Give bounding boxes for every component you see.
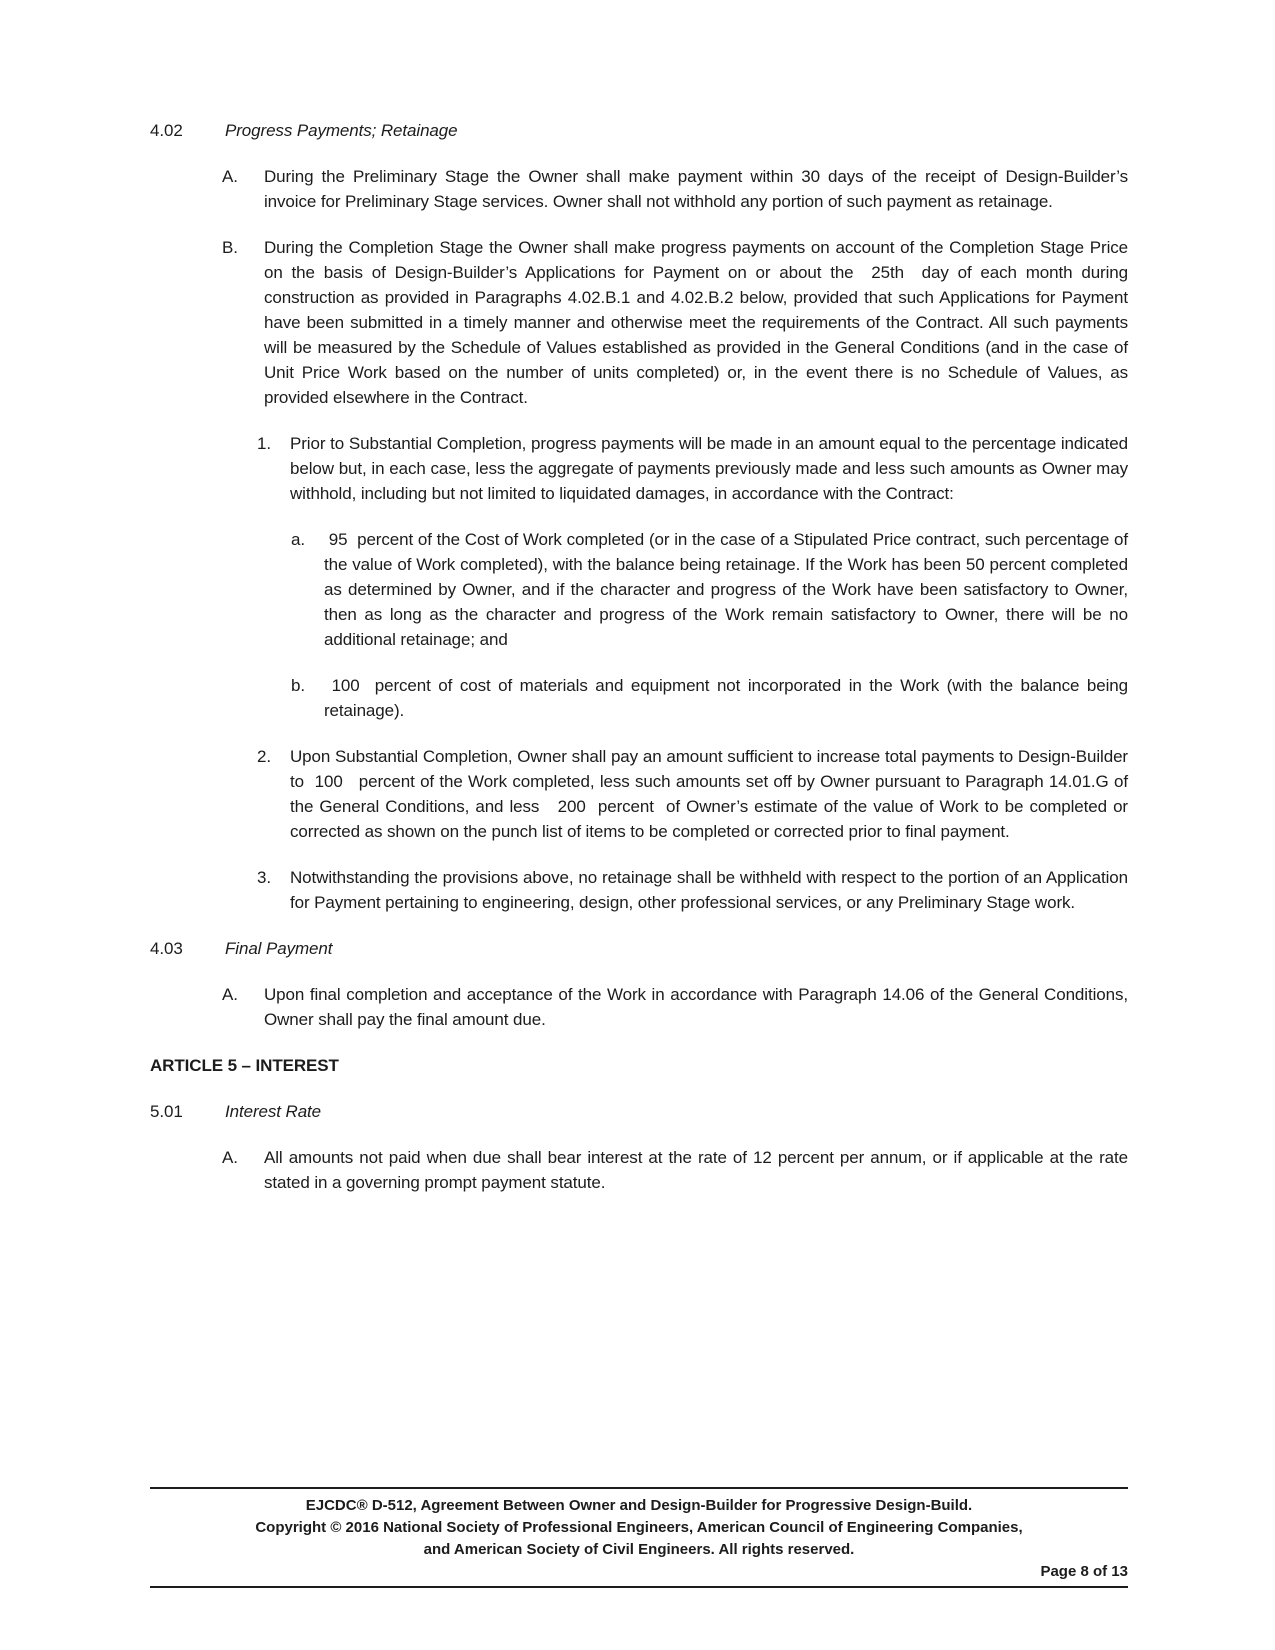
footer-bottom-rule [150,1586,1128,1588]
section-title: Interest Rate [225,1102,322,1121]
section-heading-5-01 [150,1099,1128,1124]
paragraph-4-02-B [150,235,1133,410]
paragraph-label: b. [291,676,305,695]
paragraph-4-02-B-1-a [150,527,1133,652]
footer-top-rule [150,1487,1128,1489]
paragraph-text: Notwithstanding the provisions above, no retainage shall be withheld with respect to the portion of an Application for Payment pertaining to engineering, design, other professional services, or any Preliminary Stage work. [290,868,1133,912]
paragraph-text: Prior to Substantial Completion, progress payments will be made in an amount equal to the percentage indicated below but, in each case, less the aggregate of payments previously made and less such amounts as Owner may withhold, including but not limited to liquidated damages, in accordance with the Contract: [290,434,1133,503]
paragraph-label: A. [222,985,238,1004]
paragraph-label: 2. [257,747,271,766]
section-number: 4.03 [150,939,183,958]
footer-copyright-line: Copyright © 2016 National Society of Professional Engineers, American Council of Engineering Companies, [255,1519,1023,1536]
paragraph-label: B. [222,238,238,257]
paragraph-label: 3. [257,868,271,887]
paragraph-text: 95 percent of the Cost of Work completed (or in the case of a Stipulated Price contract, such percentage of the value of Work completed), with the balance being retainage. If the Work has been 50 percent completed as determined by Owner, and if the character and progress of the Work have been satisfactory to Owner, then as long as the character and progress of the Work remain satisfactory to Owner, there will be no additional retainage; and [324,530,1133,649]
section-title: Progress Payments; Retainage [225,121,458,140]
paragraph-text: Upon Substantial Completion, Owner shall pay an amount sufficient to increase total payments to Design-Builder to 100 percent of the Work completed, less such amounts set off by Owner pursuant to Paragraph 14.01.G of the General Conditions, and less 200 percent of Owner’s estimate of the value of Work to be completed or corrected as shown on the punch list of items to be completed or corrected prior to final payment. [290,747,1133,841]
document-body [150,118,1133,1216]
page-footer [150,1487,1128,1588]
paragraph-4-03-A [150,982,1133,1032]
footer-document-title: EJCDC® D-512, Agreement Between Owner and Design-Builder for Progressive Design-Build. [305,1497,973,1514]
page-number: Page 8 of 13 [1040,1563,1128,1580]
section-title: Final Payment [225,939,333,958]
paragraph-4-02-B-1 [150,431,1133,506]
paragraph-4-02-B-1-b [150,673,1133,723]
paragraph-4-02-B-3 [150,865,1133,915]
section-heading-4-03 [150,936,1128,961]
footer-rights-line: and American Society of Civil Engineers. All rights reserved. [423,1541,855,1558]
paragraph-label: A. [222,1148,238,1167]
paragraph-text: 100 percent of cost of materials and equipment not incorporated in the Work (with the balance being retainage). [324,676,1133,720]
paragraph-text: All amounts not paid when due shall bear interest at the rate of 12 percent per annum, or if applicable at the rate stated in a governing prompt payment statute. [264,1148,1133,1192]
article-5-heading: ARTICLE 5 – INTEREST [150,1056,339,1075]
paragraph-4-02-B-2 [150,744,1133,844]
paragraph-text: During the Preliminary Stage the Owner shall make payment within 30 days of the receipt of Design-Builder’s invoice for Preliminary Stage services. Owner shall not withhold any portion of such payment as retainage. [264,167,1133,211]
paragraph-label: A. [222,167,238,186]
paragraph-text: During the Completion Stage the Owner shall make progress payments on account of the Completion Stage Price on the basis of Design-Builder’s Applications for Payment on or about the 25th day of each month during construction as provided in Paragraphs 4.02.B.1 and 4.02.B.2 below, provided that such Applications for Payment have been submitted in a timely manner and otherwise meet the requirements of the Contract. All such payments will be measured by the Schedule of Values established as provided in the General Conditions (and in the case of Unit Price Work based on the number of units completed) or, in the event there is no Schedule of Values, as provided elsewhere in the Contract. [264,238,1133,407]
paragraph-text: Upon final completion and acceptance of the Work in accordance with Paragraph 14.06 of the General Conditions, Owner shall pay the final amount due. [264,985,1133,1029]
section-number: 5.01 [150,1102,183,1121]
paragraph-5-01-A [150,1145,1133,1195]
section-heading-4-02 [150,118,1128,143]
section-number: 4.02 [150,121,183,140]
paragraph-label: 1. [257,434,271,453]
paragraph-4-02-A [150,164,1133,214]
paragraph-label: a. [291,530,305,549]
